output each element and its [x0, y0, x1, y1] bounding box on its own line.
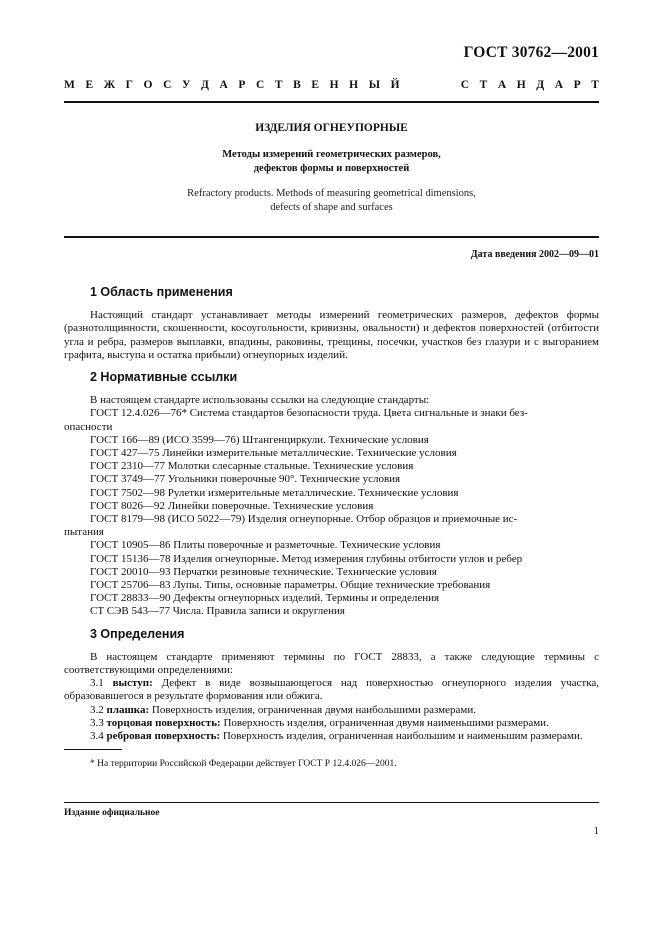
banner-letter: М: [64, 79, 75, 91]
title-rule: [64, 236, 599, 238]
english-title-line: defects of shape and surfaces: [270, 202, 393, 213]
banner-letter: Ж: [103, 79, 116, 91]
banner-letter: А: [554, 79, 564, 91]
introduction-date: Дата введения 2002—09—01: [470, 249, 599, 260]
reference-item: ГОСТ 20010—93 Перчатки резиновые технические. Технические условия: [90, 565, 437, 578]
document-subtitle: [64, 148, 599, 176]
reference-item: [64, 407, 599, 433]
banner-letter: Р: [238, 79, 246, 91]
reference-item: ГОСТ 427—75 Линейки измерительные металлические. Технические условия: [90, 447, 457, 460]
definition-item: [64, 717, 599, 730]
banner-letter: Н: [349, 79, 359, 91]
subtitle-line: дефектов формы и поверхностей: [253, 163, 410, 174]
banner-letter: У: [181, 79, 191, 91]
banner-letter: С: [460, 79, 469, 91]
banner-letter: Ы: [368, 79, 380, 91]
banner-letter: В: [293, 79, 301, 91]
definition-text: Дефект в виде возвышающегося над поверхностью огнеупорного изделия участка, образовавшегося в результате формования или обжига.: [64, 677, 600, 703]
reference-item: СТ СЭВ 543—77 Числа. Правила записи и округления: [90, 605, 345, 618]
reference-item: ГОСТ 25706—83 Лупы. Типы, основные параметры. Общие технические требования: [90, 579, 491, 592]
section-heading: 2 Нормативные ссылки: [90, 370, 238, 385]
definition-term: плашка:: [106, 703, 150, 716]
reference-item: ГОСТ 10905—86 Плиты поверочные и разметочные. Технические условия: [90, 539, 441, 552]
banner-letter: А: [219, 79, 228, 91]
banner-letter: Й: [390, 79, 400, 91]
page-number: 1: [593, 826, 599, 837]
section-heading: 3 Определения: [90, 626, 185, 641]
banner-letter: Н: [516, 79, 526, 91]
definition-text: Поверхность изделия, ограниченная наибольшим и наименьшим размерами.: [220, 730, 583, 743]
definition-text: Поверхность изделия, ограниченная двумя наибольшими размерами.: [149, 703, 476, 716]
subtitle-line: Методы измерений геометрических размеров,: [222, 149, 441, 160]
reference-item: ГОСТ 7502—98 Рулетки измерительные металлические. Технические условия: [90, 486, 459, 499]
footnote: * На территории Российской Федерации действует ГОСТ Р 12.4.026—2001.: [90, 759, 397, 770]
section-heading: 1 Область применения: [90, 285, 233, 299]
header-rule: [64, 101, 599, 103]
definition-number: 3.1: [90, 677, 104, 690]
reference-item: ГОСТ 3749—77 Угольники поверочные 90°. Технические условия: [90, 473, 401, 486]
banner-letter: Д: [201, 79, 209, 91]
definition-item: [64, 677, 599, 703]
reference-item: ГОСТ 8026—92 Линейки поверочные. Технические условия: [90, 499, 374, 512]
definition-number: 3.2: [90, 703, 104, 716]
definition-term: ребровая поверхность:: [106, 730, 221, 743]
english-title: [64, 187, 599, 215]
banner-letter: Р: [573, 79, 581, 91]
footnote-rule: [64, 749, 122, 750]
reference-text: ГОСТ 8179—98 (ИСО 5022—79) Изделия огнеупорные. Отбор образцов и приемочные ис-: [90, 513, 518, 526]
banner-letter: Т: [274, 79, 283, 91]
reference-text: ГОСТ 12.4.026—76* Система стандартов безопасности труда. Цвета сигнальные и знаки без-: [90, 407, 528, 420]
reference-item: [64, 513, 599, 539]
banner-gap: [410, 79, 450, 91]
definition-number: 3.4: [90, 730, 104, 743]
banner-letter: Д: [536, 79, 545, 91]
banner-letter: Т: [591, 79, 599, 91]
document-title: ИЗДЕЛИЯ ОГНЕУПОРНЫЕ: [255, 122, 408, 134]
paragraph: В настоящем стандарте использованы ссылки на следующие стандарты:: [90, 394, 430, 407]
interstate-standard-banner: [64, 79, 599, 91]
definition-term: торцовая поверхность:: [106, 716, 221, 729]
reference-item: ГОСТ 166—89 (ИСО 3599—76) Штангенциркули. Технические условия: [90, 433, 429, 446]
document-body: [64, 286, 599, 772]
banner-letter: Е: [311, 79, 320, 91]
banner-letter: Г: [125, 79, 133, 91]
standard-number: ГОСТ 30762—2001: [463, 44, 599, 61]
edition-label: Издание официальное: [64, 808, 160, 818]
english-title-line: Refractory products. Methods of measuring geometrical dimensions,: [187, 188, 476, 199]
reference-item: ГОСТ 28833—90 Дефекты огнеупорных изделий. Термины и определения: [90, 592, 440, 605]
reference-continuation: пытания: [64, 526, 104, 539]
reference-item: ГОСТ 15136—78 Изделия огнеупорные. Метод измерения глубины отбитости углов и ребер: [90, 552, 523, 565]
banner-letter: Н: [329, 79, 339, 91]
definition-item: [64, 704, 599, 717]
paragraph: В настоящем стандарте применяют термины по ГОСТ 28833, а также следующие термины с соответствующими определениями:: [64, 650, 599, 677]
banner-letter: С: [256, 79, 265, 91]
banner-letter: Е: [85, 79, 94, 91]
paragraph: Настоящий стандарт устанавливает методы измерений геометрических размеров, дефектов формы (разнотолщинности, скошенности, косоугольности, кривизны, овальности) и дефектов поверхностей (отбитости угла и ребра, размеров выплавки, впадины, раковины, трещины, посечки, участков без глазури и с выгоранием графита, выступа и остатка прибыли) огнеупорных изделий.: [64, 309, 599, 361]
definition-item: [64, 730, 599, 743]
footer-rule: [64, 802, 599, 803]
reference-item: ГОСТ 2310—77 Молотки слесарные стальные. Технические условия: [90, 460, 414, 473]
banner-letter: С: [163, 79, 172, 91]
definition-number: 3.3: [90, 716, 104, 729]
definition-text: Поверхность изделия, ограниченная двумя наименьшими размерами.: [220, 716, 549, 729]
banner-letter: А: [497, 79, 507, 91]
banner-letter: О: [143, 79, 153, 91]
banner-letter: Т: [479, 79, 488, 91]
reference-continuation: опасности: [64, 420, 113, 433]
definition-term: выступ:: [112, 677, 153, 690]
